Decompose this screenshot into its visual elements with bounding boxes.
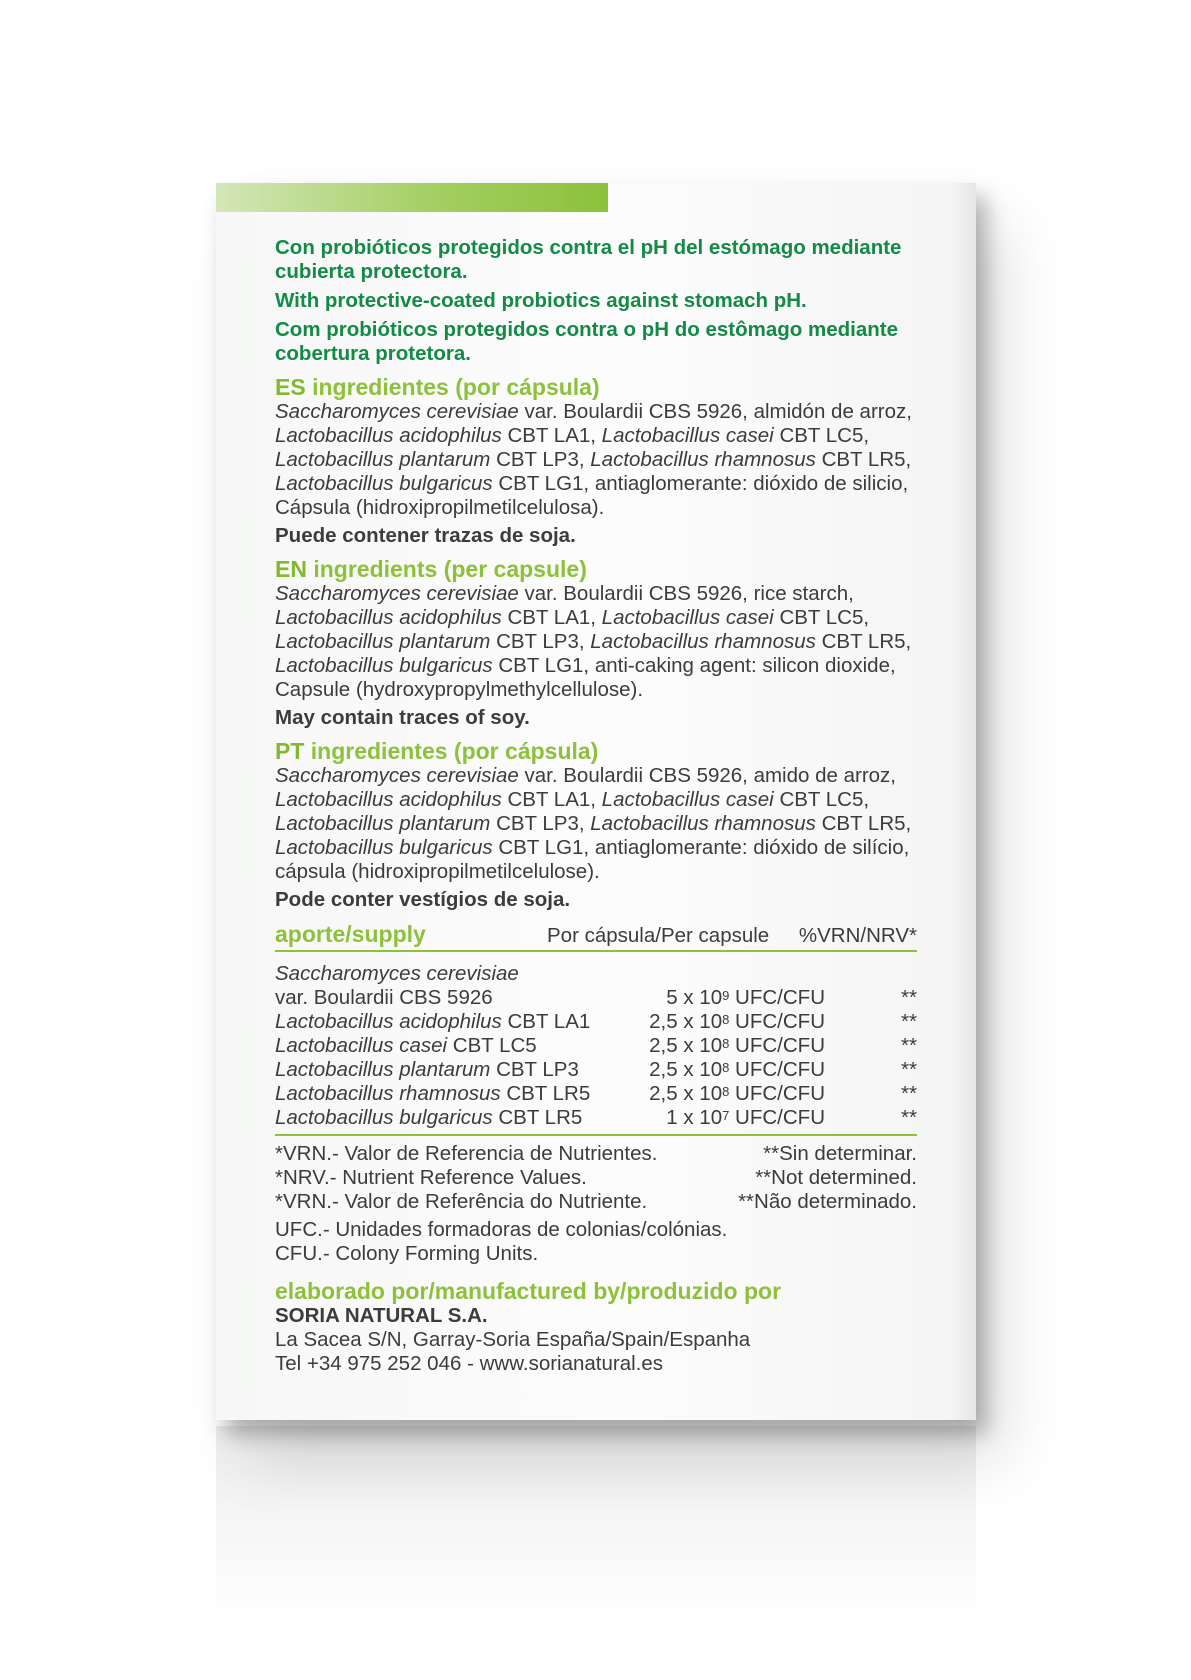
footnote-right: **Sin determinar.: [763, 1142, 917, 1165]
pt-ingredients-heading: [275, 738, 917, 764]
label-content: [275, 236, 917, 1376]
supply-col-amount: Por cápsula/Per capsule: [547, 924, 770, 947]
footnote-right: **Not determined.: [755, 1166, 917, 1189]
table-row: [275, 986, 917, 1010]
strain-pct: **: [901, 1034, 917, 1057]
en-heading-text: ingredients (per capsule): [313, 556, 587, 582]
supply-header: [275, 922, 917, 952]
es-heading-text: ingredientes (por cápsula): [312, 374, 600, 400]
footnote-left: *VRN.- Valor de Referência do Nutriente.: [275, 1190, 648, 1213]
manufacturer-contact: Tel +34 975 252 046 - www.sorianatural.es: [275, 1352, 664, 1375]
table-row: [275, 1058, 917, 1082]
units-line: CFU.- Colony Forming Units.: [275, 1242, 539, 1265]
units-line: UFC.- Unidades formadoras de colonias/colónias.: [275, 1218, 728, 1241]
strain-amount: 5 x $10^9$ UFC/CFU: [666, 986, 825, 1009]
strain-amount: 2,5 x $10^8$ UFC/CFU: [649, 1058, 825, 1081]
strain-amount: 1 x $10^7$ UFC/CFU: [666, 1106, 825, 1129]
footnote-right: **Não determinado.: [738, 1190, 917, 1213]
en-ingredients-heading: [275, 556, 917, 582]
en-ingredients-text: Saccharomyces cerevisiae var. Boulardii CBS 5926, rice starch, Lactobacillus acidophilus CBT LA1, Lactobacillus casei CBT LC5, Lactobacillus plantarum CBT LP3, Lactobacillus rhamnosus CBT LR5, Lactobacillus bulgaricus CBT LG1, anti-caking agent: silicon dioxide, Capsule (hydroxypropylmethylcellulose).: [275, 582, 912, 701]
table-row: [275, 962, 917, 986]
strain-name: Saccharomyces cerevisiae: [275, 962, 519, 985]
claim-es: Con probióticos protegidos contra el pH del estómago mediante cubierta protectora.: [275, 236, 902, 283]
table-row: [275, 1010, 917, 1034]
strain-pct: **: [901, 1106, 917, 1129]
pt-ingredients-text: Saccharomyces cerevisiae var. Boulardii CBS 5926, amido de arroz, Lactobacillus acidophilus CBT LA1, Lactobacillus casei CBT LC5, Lactobacillus plantarum CBT LP3, Lactobacillus rhamnosus CBT LR5, Lactobacillus bulgaricus CBT LG1, antiaglomerante: dióxido de silício, cápsula (hidroxipropilmetilcelulose).: [275, 764, 912, 883]
claim-en: With protective-coated probiotics against stomach pH.: [275, 289, 807, 312]
es-ingredients-heading: [275, 374, 917, 400]
table-row: [275, 1082, 917, 1106]
table-row: [275, 1106, 917, 1130]
strain-amount: [625, 962, 825, 986]
strain-pct: **: [901, 1010, 917, 1033]
strain-pct: **: [901, 1082, 917, 1105]
units-legend: [275, 1218, 917, 1266]
strain-amount: 2,5 x $10^8$ UFC/CFU: [649, 1082, 825, 1105]
footnote-row: [275, 1190, 917, 1214]
strain-name: Lactobacillus casei CBT LC5: [275, 1034, 537, 1057]
footnote-left: *VRN.- Valor de Referencia de Nutrientes.: [275, 1142, 658, 1165]
table-row: [275, 1034, 917, 1058]
strain-pct: **: [901, 986, 917, 1009]
strain-name: Lactobacillus bulgaricus CBT LR5: [275, 1106, 583, 1129]
strain-name: Lactobacillus plantarum CBT LP3: [275, 1058, 579, 1081]
es-ingredients-text: Saccharomyces cerevisiae var. Boulardii CBS 5926, almidón de arroz, Lactobacillus acidophilus CBT LA1, Lactobacillus casei CBT LC5, Lactobacillus plantarum CBT LP3, Lactobacillus rhamnosus CBT LR5, Lactobacillus bulgaricus CBT LG1, antiaglomerante: dióxido de silicio, Cápsula (hidroxipropilmetilcelulosa).: [275, 400, 912, 519]
footnote-row: [275, 1166, 917, 1190]
supply-col-pct: %VRN/NRV*: [798, 924, 917, 947]
strain-amount: 2,5 x $10^8$ UFC/CFU: [649, 1034, 825, 1057]
pt-code: PT: [275, 738, 305, 764]
strain-name: Lactobacillus rhamnosus CBT LR5: [275, 1082, 591, 1105]
manufacturer-address: La Sacea S/N, Garray-Soria España/Spain/Espanha: [275, 1328, 751, 1351]
manufacturer-heading: elaborado por/manufactured by/produzido por: [275, 1278, 782, 1304]
claims-block: [275, 236, 917, 366]
es-trace: Puede contener trazas de soja.: [275, 524, 576, 547]
strain-pct: [825, 962, 917, 986]
claim-pt: Com probióticos protegidos contra o pH do estômago mediante cobertura protetora.: [275, 318, 899, 365]
supply-table: [275, 962, 917, 1136]
strain-name: Lactobacillus acidophilus CBT LA1: [275, 1010, 591, 1033]
pt-heading-text: ingredientes (por cápsula): [310, 738, 599, 764]
en-code: EN: [275, 556, 307, 582]
footnote-row: [275, 1142, 917, 1166]
es-code: ES: [275, 374, 306, 400]
strain-name: var. Boulardii CBS 5926: [275, 986, 493, 1009]
supply-label: aporte/supply: [275, 921, 426, 947]
product-box-back: [216, 183, 976, 1420]
box-reflection: [216, 1426, 976, 1626]
en-trace: May contain traces of soy.: [275, 706, 530, 729]
footnote-left: *NRV.- Nutrient Reference Values.: [275, 1166, 587, 1189]
pt-trace: Pode conter vestígios de soja.: [275, 888, 571, 911]
green-accent-bar: [216, 183, 608, 212]
strain-amount: 2,5 x $10^8$ UFC/CFU: [649, 1010, 825, 1033]
strain-pct: **: [901, 1058, 917, 1081]
manufacturer-name: SORIA NATURAL S.A.: [275, 1304, 488, 1327]
footnotes: [275, 1142, 917, 1214]
